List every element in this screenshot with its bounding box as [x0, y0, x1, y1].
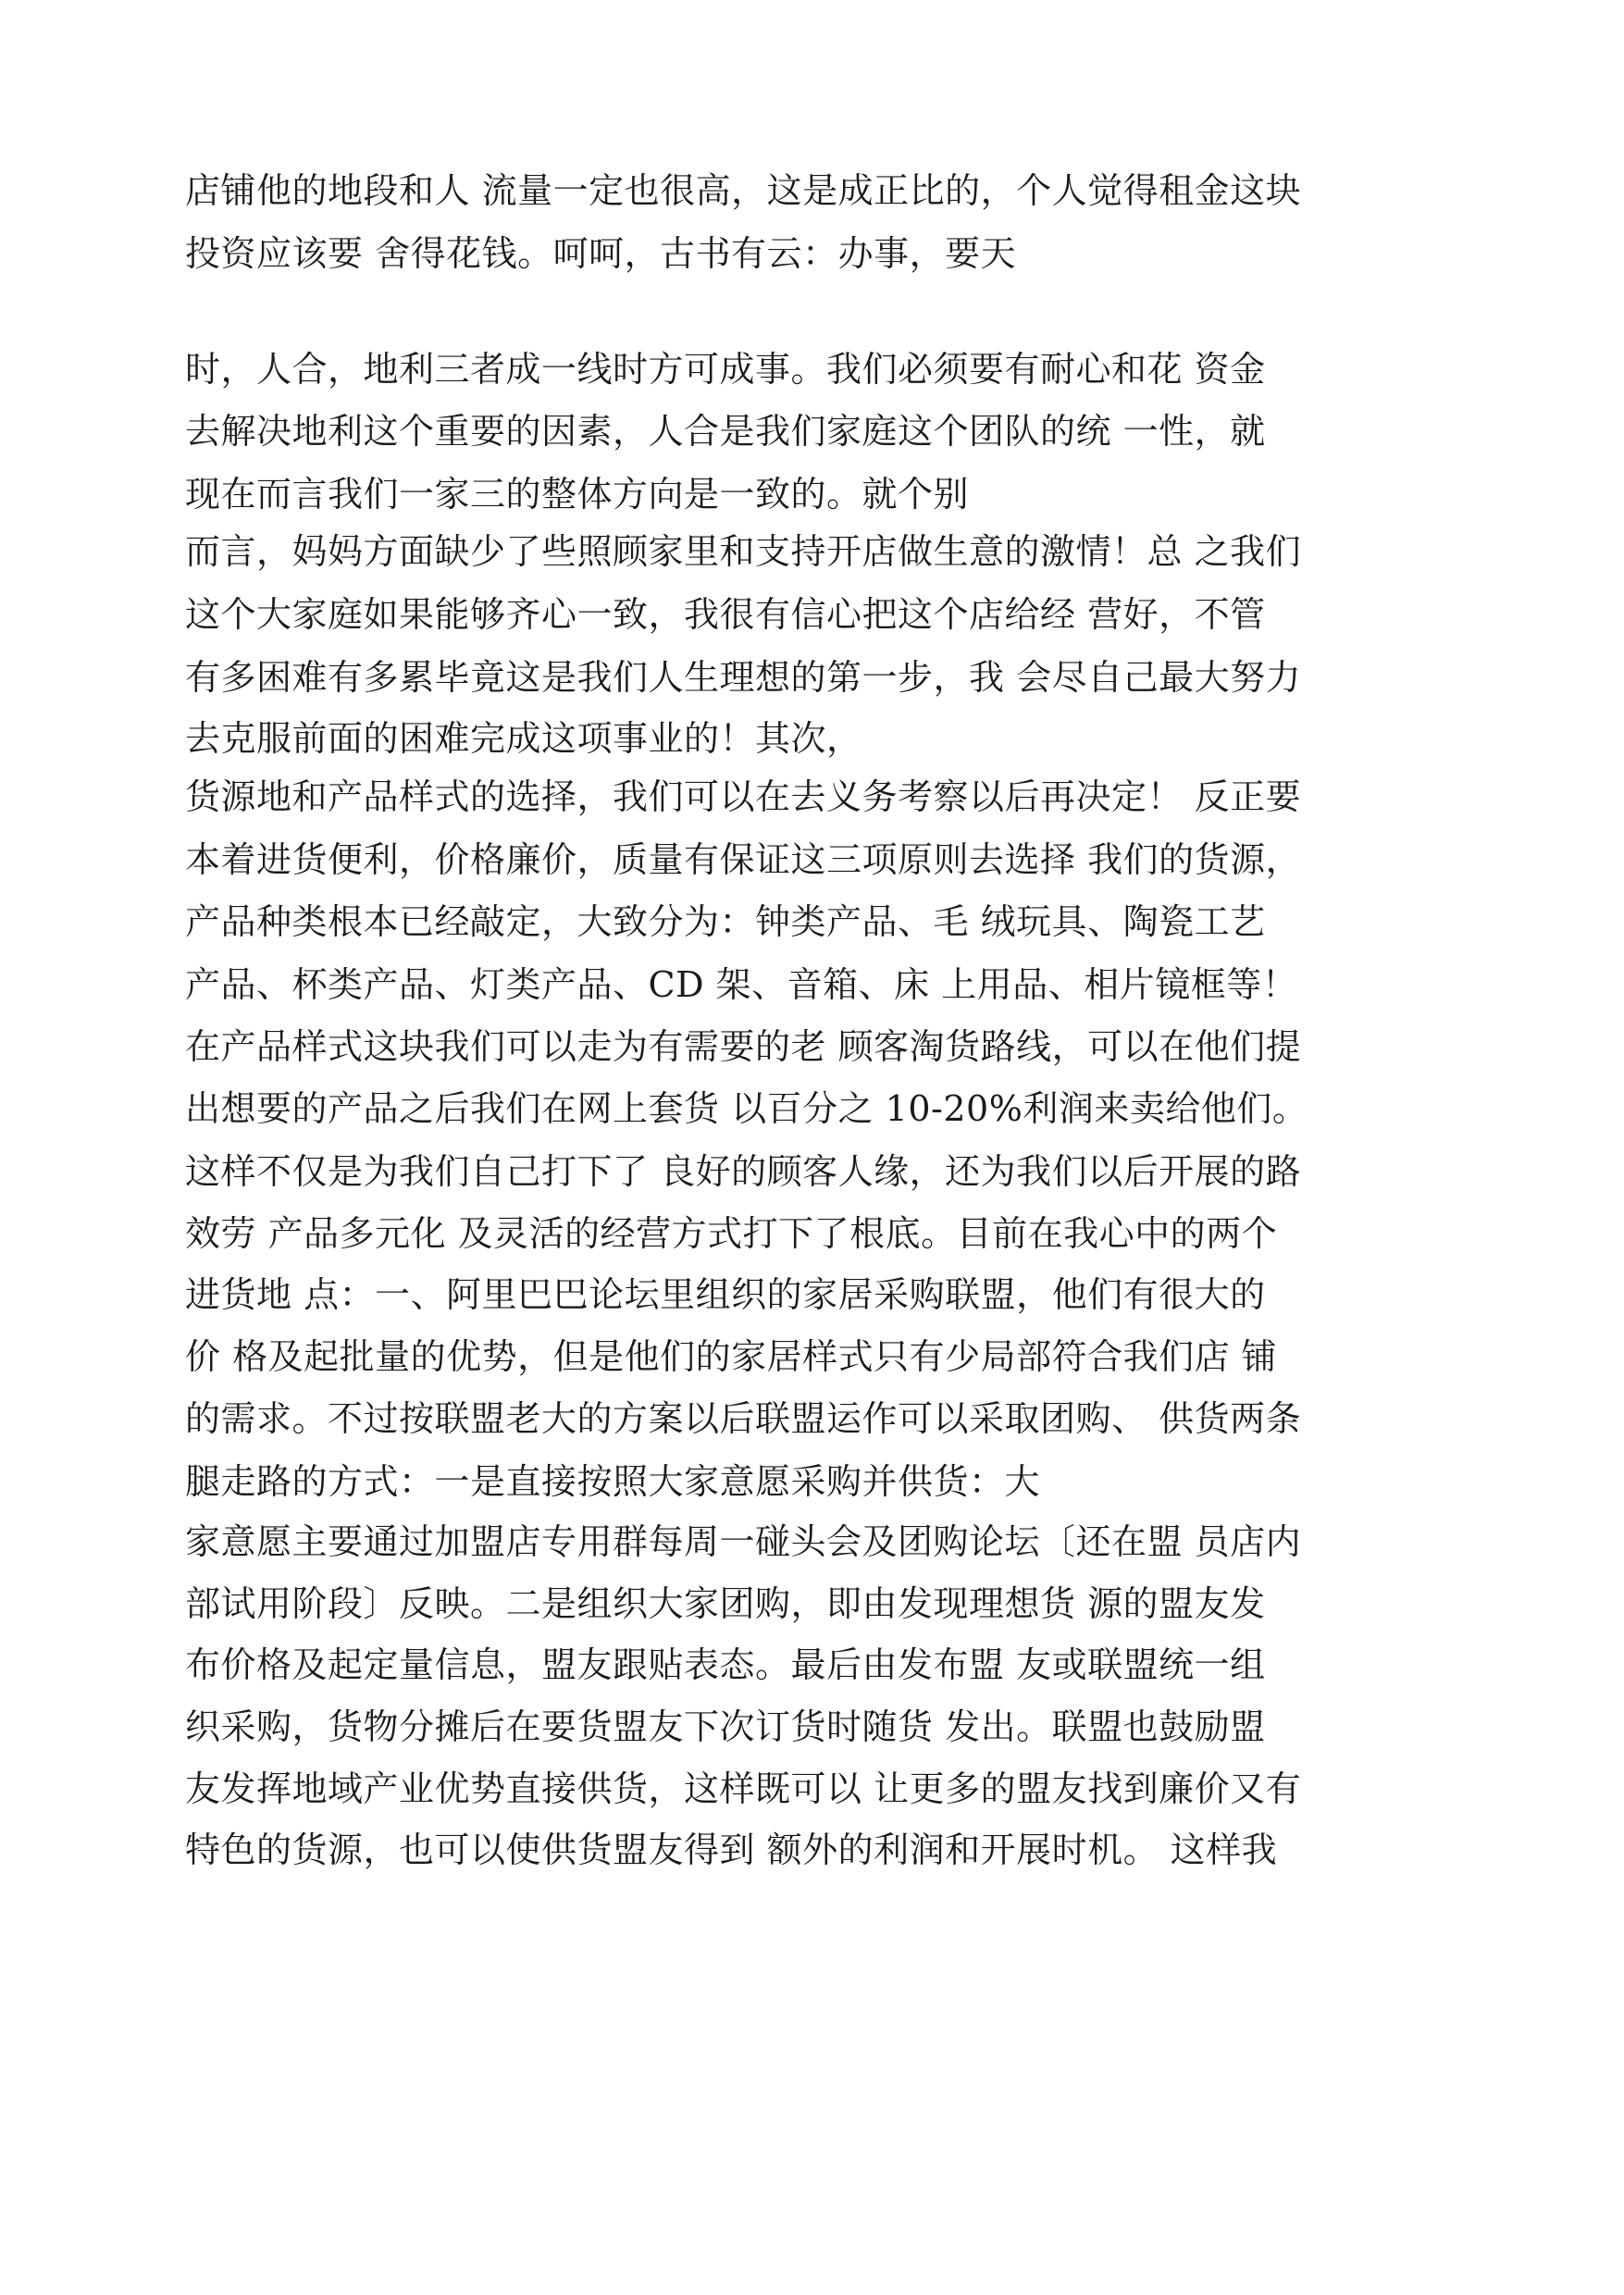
- text-line: 时，人合，地利三者成一线时方可成事。我们必须要有耐心和花 资金: [185, 349, 1266, 390]
- text-line: 价 格及起批量的优势，但是他们的家居样式只有少局部符合我们店 铺: [185, 1336, 1278, 1377]
- text-line: 腿走路的方式：一是直接按照大家意愿采购并供货：大: [185, 1461, 1041, 1502]
- text-line: 这样不仅是为我们自己打下了 良好的顾客人缘，还为我们以后开展的路: [185, 1151, 1302, 1192]
- text-line: 去解决地利这个重要的因素，人合是我们家庭这个团队的统 一性，就: [185, 411, 1266, 452]
- text-line: 去克服前面的困难完成这项事业的！其次，: [185, 718, 862, 759]
- text-line: 这个大家庭如果能够齐心一致，我很有信心把这个店给经 营好，不管: [185, 594, 1266, 635]
- text-line: 产品、杯类产品、灯类产品、CD 架、音箱、床 上用品、相片镜框等！: [185, 964, 1298, 1005]
- text-line: 织采购，货物分摊后在要货盟友下次订货时随货 发出。联盟也鼓励盟: [185, 1706, 1266, 1747]
- text-line: 家意愿主要通过加盟店专用群每周一碰头会及团购论坛〔还在盟 员店内: [185, 1521, 1302, 1562]
- text-line: 进货地 点：一、阿里巴巴论坛里组织的家居采购联盟，他们有很大的: [185, 1274, 1266, 1315]
- text-line: 产品种类根本已经敲定，大致分为：钟类产品、毛 绒玩具、陶瓷工艺: [185, 901, 1266, 942]
- text-line: 部试用阶段〕反映。二是组织大家团购，即由发现理想货 源的盟友发: [185, 1583, 1266, 1624]
- text-line: 在产品样式这块我们可以走为有需要的老 顾客淘货路线，可以在他们提: [185, 1026, 1302, 1067]
- text-line: 效劳 产品多元化 及灵活的经营方式打下了根底。目前在我心中的两个: [185, 1213, 1278, 1254]
- text-line: 出想要的产品之后我们在网上套货 以百分之 10-20%利润来卖给他们。: [185, 1088, 1308, 1129]
- text-line: 本着进货便利，价格廉价，质量有保证这三项原则去选择 我们的货源，: [185, 839, 1302, 880]
- text-line: 店铺他的地段和人 流量一定也很高，这是成正比的，个人觉得租金这块: [185, 170, 1302, 211]
- text-line: 有多困难有多累毕竟这是我们人生理想的第一步，我 会尽自己最大努力: [185, 657, 1302, 698]
- text-line: 布价格及起定量信息，盟友跟贴表态。最后由发布盟 友或联盟统一组: [185, 1644, 1266, 1685]
- text-line: 而言，妈妈方面缺少了些照顾家里和支持开店做生意的激情！总 之我们: [185, 531, 1302, 572]
- text-line: 的需求。不过按联盟老大的方案以后联盟运作可以采取团购、 供货两条: [185, 1398, 1302, 1439]
- text-line: 投资应该要 舍得花钱。呵呵，古书有云：办事，要天: [185, 233, 1017, 274]
- text-line: 货源地和产品样式的选择，我们可以在去义务考察以后再决定！ 反正要: [185, 776, 1302, 817]
- text-line: 特色的货源，也可以使供货盟友得到 额外的利润和开展时机。 这样我: [185, 1830, 1278, 1870]
- text-line: 现在而言我们一家三的整体方向是一致的。就个别: [185, 474, 970, 515]
- text-line: 友发挥地域产业优势直接供货，这样既可以 让更多的盟友找到廉价又有: [185, 1768, 1302, 1809]
